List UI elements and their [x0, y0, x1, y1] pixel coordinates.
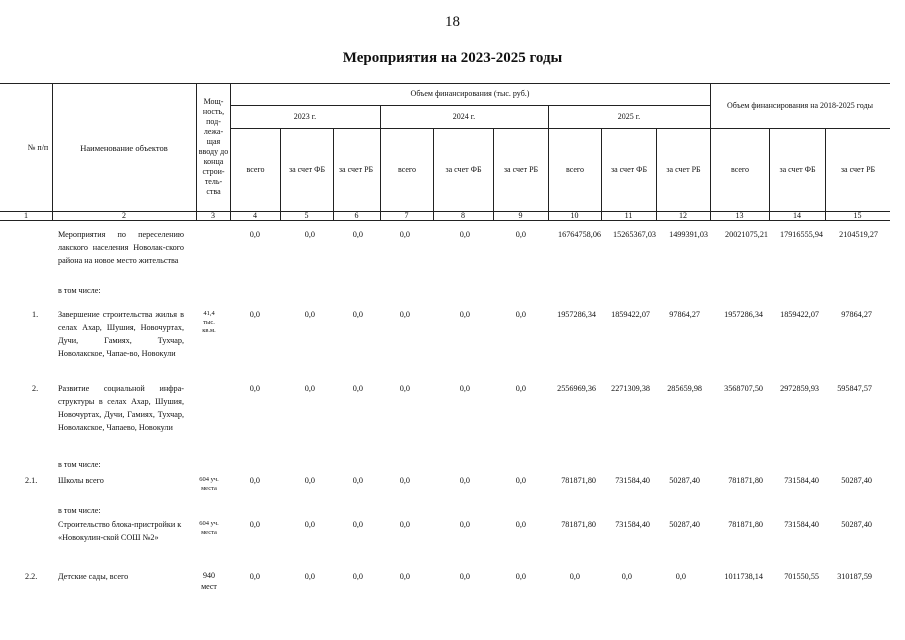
- col-index: 1: [24, 210, 28, 220]
- value-cell: 50287,40: [669, 520, 700, 529]
- value-cell: 0,0: [399, 384, 410, 393]
- value-cell: 0,0: [249, 310, 260, 319]
- capacity: 41,4 тыс. кв.м.: [202, 310, 216, 334]
- value-cell: 781871,80: [728, 476, 763, 485]
- header-col-name: Наименование объектов: [80, 142, 168, 153]
- col-index: 9: [518, 210, 523, 220]
- value-cell: 16764758,06: [558, 230, 601, 239]
- header-2025-fb: за счет ФБ: [610, 164, 648, 174]
- value-cell: 2104519,27: [839, 230, 878, 239]
- value-cell: 0,0: [621, 572, 632, 581]
- col-index: 2: [122, 210, 126, 220]
- value-cell: 0,0: [352, 520, 363, 529]
- header-2024-rb: за счет РБ: [503, 164, 539, 174]
- header-2025-total: всего: [565, 164, 584, 174]
- col-index: 14: [793, 210, 801, 220]
- header-col-capacity: Мощ-ность, под-лежа-щая вводу до конца строи-тель-ства: [198, 97, 229, 196]
- value-cell: 0,0: [515, 476, 526, 485]
- header-total-fb: за счет ФБ: [779, 164, 816, 174]
- value-cell: 0,0: [675, 572, 686, 581]
- row-number: 2.: [32, 384, 39, 393]
- header-2025-rb: за счет РБ: [666, 164, 701, 174]
- value-cell: 0,0: [515, 520, 526, 529]
- value-cell: 15265367,03: [613, 230, 656, 239]
- value-cell: 0,0: [352, 572, 363, 581]
- col-index: 11: [624, 210, 633, 220]
- value-cell: 781871,80: [561, 476, 596, 485]
- value-cell: 0,0: [352, 310, 363, 319]
- value-cell: 1859422,07: [780, 310, 819, 319]
- value-cell: 17916555,94: [780, 230, 823, 239]
- header-funding-total-group: Объем финансирования на 2018-2025 годы: [726, 100, 874, 110]
- value-cell: 0,0: [399, 310, 410, 319]
- object-name: Завершение строительства жилья в селах Ахар, Шушия, Новочуртах, Дучи, Гамиях, Тухчар, Новолакское, Чапае-во, Новокули: [58, 310, 184, 358]
- value-cell: 0,0: [399, 572, 410, 581]
- value-cell: 1859422,07: [611, 310, 650, 319]
- col-index: 8: [461, 210, 465, 220]
- value-cell: 0,0: [569, 572, 580, 581]
- value-cell: 0,0: [352, 476, 363, 485]
- col-index: 7: [404, 210, 409, 220]
- value-cell: 1499391,03: [669, 230, 708, 239]
- object-name: в том числе:: [58, 460, 101, 469]
- value-cell: 97864,27: [841, 310, 872, 319]
- value-cell: 0,0: [352, 384, 363, 393]
- header-total-total: всего: [730, 164, 749, 174]
- object-name: Школы всего: [58, 476, 104, 485]
- value-cell: 20021075,21: [725, 230, 768, 239]
- value-cell: 0,0: [515, 230, 526, 239]
- value-cell: 0,0: [249, 572, 260, 581]
- object-name: Мероприятия по переселению лакского населения Новолак-ского района на новое место жительства: [58, 230, 184, 265]
- row-number: 2.2.: [25, 572, 38, 581]
- value-cell: 97864,27: [669, 310, 700, 319]
- value-cell: 0,0: [304, 384, 315, 393]
- value-cell: 0,0: [459, 230, 470, 239]
- value-cell: 2972859,93: [780, 384, 819, 393]
- value-cell: 1957286,34: [724, 310, 763, 319]
- header-year-2025: 2025 г.: [617, 111, 641, 121]
- header-total-rb: за счет РБ: [840, 164, 876, 174]
- value-cell: 731584,40: [615, 476, 650, 485]
- value-cell: 701550,55: [784, 572, 819, 581]
- value-cell: 285659,98: [667, 384, 702, 393]
- value-cell: 0,0: [459, 520, 470, 529]
- value-cell: 0,0: [459, 310, 470, 319]
- col-index: 15: [853, 210, 862, 220]
- value-cell: 50287,40: [669, 476, 700, 485]
- value-cell: 0,0: [515, 384, 526, 393]
- capacity: 940 мест: [201, 571, 217, 591]
- object-name: Детские сады, всего: [58, 572, 129, 581]
- value-cell: 0,0: [352, 230, 363, 239]
- object-name: в том числе:: [58, 286, 101, 295]
- page-title: Мероприятия на 2023-2025 годы: [342, 50, 563, 66]
- value-cell: 731584,40: [784, 520, 819, 529]
- value-cell: 0,0: [249, 476, 260, 485]
- header-2023-rb: за счет РБ: [338, 164, 374, 174]
- value-cell: 781871,80: [728, 520, 763, 529]
- col-index: 4: [253, 210, 257, 220]
- value-cell: 0,0: [459, 384, 470, 393]
- value-cell: 0,0: [304, 230, 315, 239]
- value-cell: 781871,80: [561, 520, 596, 529]
- value-cell: 310187,59: [837, 572, 872, 581]
- value-cell: 1957286,34: [557, 310, 596, 319]
- value-cell: 731584,40: [784, 476, 819, 485]
- row-number: 1.: [32, 310, 39, 319]
- value-cell: 0,0: [249, 520, 260, 529]
- value-cell: 0,0: [399, 230, 410, 239]
- value-cell: 50287,40: [841, 476, 872, 485]
- col-index: 5: [304, 210, 309, 220]
- value-cell: 50287,40: [841, 520, 872, 529]
- header-2023-total: всего: [246, 164, 265, 174]
- col-index: 3: [211, 210, 215, 220]
- header-2024-total: всего: [397, 164, 416, 174]
- value-cell: 595847,57: [837, 384, 872, 393]
- capacity: 604 уч. места: [199, 476, 219, 492]
- value-cell: 0,0: [459, 572, 470, 581]
- table-header: [0, 83, 905, 228]
- header-col-no: № п/п: [27, 143, 49, 152]
- value-cell: 3568707,50: [724, 384, 763, 393]
- value-cell: 2556969,36: [557, 384, 596, 393]
- value-cell: 731584,40: [615, 520, 650, 529]
- header-funding-group: Объем финансирования (тыс. руб.): [410, 89, 530, 98]
- header-year-2023: 2023 г.: [293, 111, 317, 121]
- value-cell: 0,0: [399, 520, 410, 529]
- value-cell: 0,0: [399, 476, 410, 485]
- object-name: Развитие социальной инфра-структуры в селах Ахар, Шушия, Новочуртах, Дучи, Гамиях, Тухчар, Новолакское, Чапаево, Новокули: [58, 384, 184, 432]
- value-cell: 0,0: [459, 476, 470, 485]
- page-number: 18: [445, 14, 460, 30]
- value-cell: 0,0: [304, 476, 315, 485]
- header-2023-fb: за счет ФБ: [288, 164, 326, 174]
- col-index: 12: [679, 210, 687, 220]
- capacity: 604 уч. места: [199, 520, 219, 536]
- value-cell: 0,0: [304, 310, 315, 319]
- value-cell: 0,0: [304, 572, 315, 581]
- header-year-2024: 2024 г.: [452, 111, 476, 121]
- value-cell: 0,0: [304, 520, 315, 529]
- row-number: 2.1.: [25, 476, 38, 485]
- object-name: в том числе:: [58, 506, 101, 515]
- value-cell: 0,0: [515, 572, 526, 581]
- value-cell: 0,0: [515, 310, 526, 319]
- value-cell: 0,0: [249, 384, 260, 393]
- col-index: 10: [570, 210, 579, 220]
- col-index: 13: [735, 210, 744, 220]
- object-name: Строительство блока-пристройки к «Новокулин-ской СОШ №2»: [58, 520, 182, 542]
- value-cell: 1011738,14: [724, 572, 763, 581]
- col-index: 6: [354, 210, 359, 220]
- value-cell: 0,0: [249, 230, 260, 239]
- value-cell: 2271309,38: [611, 384, 650, 393]
- header-2024-fb: за счет ФБ: [445, 164, 482, 174]
